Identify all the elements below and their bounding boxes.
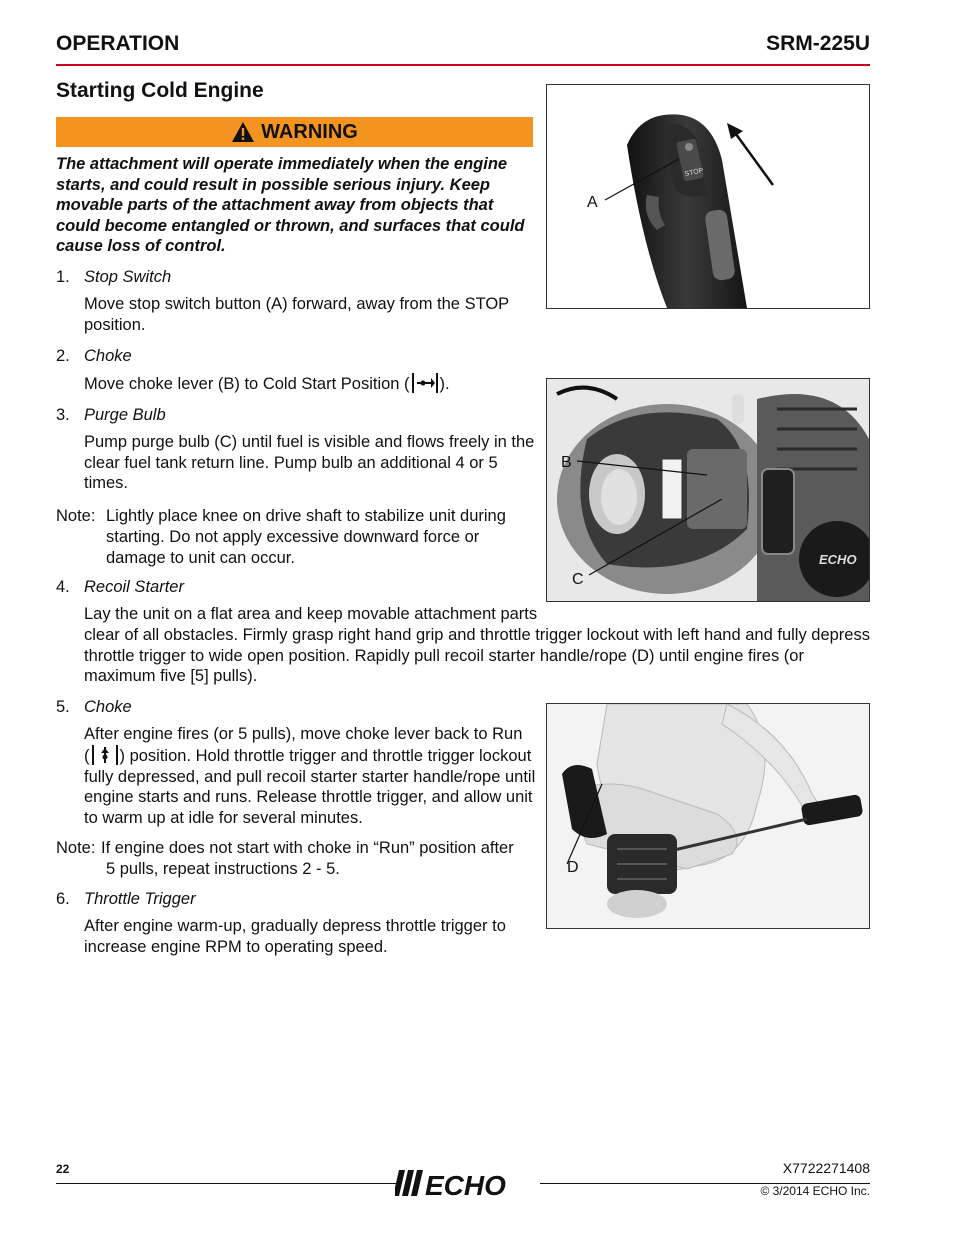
note-label: Note: <box>56 839 96 857</box>
step-title: Purge Bulb <box>84 406 166 424</box>
footer-divider-left <box>56 1183 396 1184</box>
step-text: clear of all obstacles. Firmly grasp right hand grip and throttle trigger lockout with left hand and fully depress throttle trigger to wide open position. Rapidly pull recoil starter handle/rope (D) until engine fires (or maximum five [5] pulls). <box>84 626 870 685</box>
callout-d: D <box>567 859 579 876</box>
document-code: X7722271408 <box>782 1160 870 1176</box>
step-title: Throttle Trigger <box>84 890 196 908</box>
step-text: Pump purge bulb (C) until fuel is visible and flows freely in the clear fuel tank return line. Pump bulb an additional 4 or 5 times. <box>84 433 535 492</box>
note-text: starting. Do not apply excessive downward force or damage to unit can occur. <box>106 528 480 567</box>
step-text-line1: Lay the unit on a flat area and keep movable attachment parts <box>84 605 538 623</box>
callout-c: C <box>572 571 584 588</box>
header-divider <box>56 64 870 66</box>
note-text-line1: Lightly place knee on drive shaft to stabilize unit during <box>106 507 506 525</box>
step-text-line1: After engine fires (or 5 pulls), move choke lever back to Run <box>84 725 523 743</box>
note-text-line1: If engine does not start with choke in “Run” position after <box>101 839 514 857</box>
stop-switch-photo <box>546 84 870 309</box>
model-heading: SRM-225U <box>766 32 870 55</box>
note-label: Note: <box>56 507 96 525</box>
warning-banner <box>56 117 533 147</box>
warning-label: WARNING <box>261 120 358 143</box>
echo-logo-text: ECHO <box>425 1170 506 1200</box>
stop-text: STOP <box>684 167 705 179</box>
recoil-starter-photo <box>546 703 870 929</box>
step-title: Choke <box>84 698 132 716</box>
echo-logo <box>395 1166 540 1200</box>
step-text: ( ) position. Hold throttle trigger and throttle trigger lockout fully depressed, and pull recoil starter starter handle/rope until engine starts and runs. Release throttle trigger, and allow unit to warm up at idle for several minutes. <box>84 747 536 827</box>
cold-start-symbol-icon <box>412 373 438 393</box>
step-number: 4. <box>56 578 70 596</box>
warning-text: The attachment will operate immediately when the engine starts, and could result in possible serious injury. Keep movable parts of the attachment away from objects that could become entangled or thrown, and surfaces that could cause loss of control. <box>56 155 525 255</box>
choke-purge-photo <box>546 378 870 602</box>
step-number: 1. <box>56 268 70 286</box>
step-number: 6. <box>56 890 70 908</box>
step-title: Recoil Starter <box>84 578 184 596</box>
step-number: 2. <box>56 347 70 365</box>
callout-b: B <box>561 454 572 471</box>
warning-triangle-icon <box>231 121 255 143</box>
run-symbol-icon <box>92 745 118 765</box>
step-text-body: ) position. Hold throttle trigger and throttle trigger lockout fully depressed, and pull recoil starter starter handle/rope until engine starts and runs. Release throttle trigger, and allow unit to warm up at idle for several minutes. <box>84 747 536 827</box>
step-text-post: ). <box>439 375 450 393</box>
step-number: 3. <box>56 406 70 424</box>
step-title: Choke <box>84 347 132 365</box>
page-number: 22 <box>56 1162 70 1176</box>
step-text: Move stop switch button (A) forward, away from the STOP position. <box>84 295 509 334</box>
engine-logo-text: ECHO <box>819 552 857 567</box>
copyright: © 3/2014 ECHO Inc. <box>760 1184 870 1198</box>
step-text-pre: Move choke lever (B) to Cold Start Position ( <box>84 375 410 393</box>
step-number: 5. <box>56 698 70 716</box>
note-text: 5 pulls, repeat instructions 2 - 5. <box>106 860 340 878</box>
step-title: Stop Switch <box>84 268 172 286</box>
page-title: Starting Cold Engine <box>56 79 264 102</box>
step-text <box>84 373 534 395</box>
callout-a: A <box>587 194 598 211</box>
section-heading: OPERATION <box>56 32 180 55</box>
step-text: After engine warm-up, gradually depress throttle trigger to increase engine RPM to operating speed. <box>84 917 506 956</box>
